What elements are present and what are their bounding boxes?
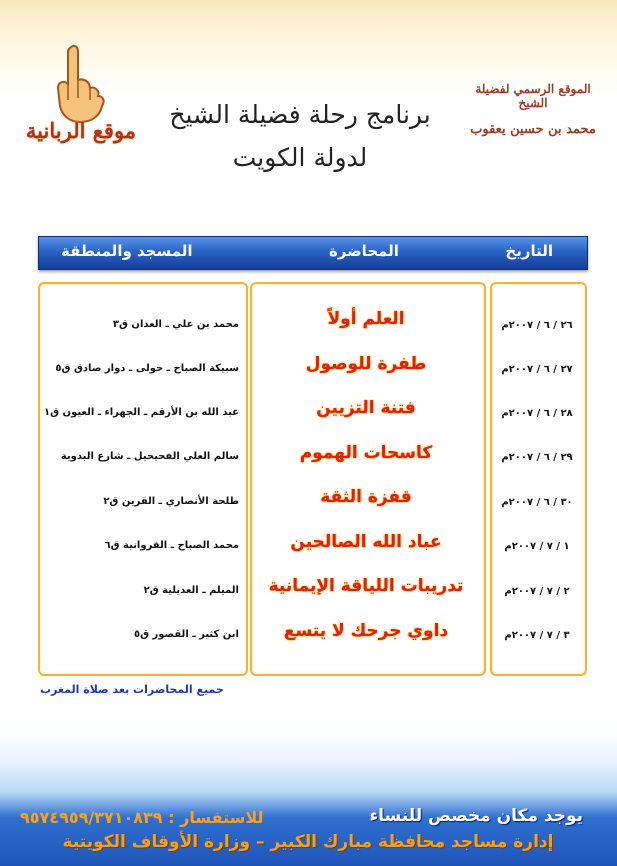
row-8-lecture: داوي جرحك لا يتسع	[283, 621, 449, 641]
row-5-date: ٣٠ / ٦ / ٢٠٠٧م	[501, 497, 573, 508]
row-1-mosque: محمد بن علي ـ العدان ق٣	[112, 319, 239, 330]
logo-left-text: موقع الربانية	[25, 118, 137, 143]
official-site-logo	[468, 78, 598, 168]
row-7-lecture: تدريبات اللياقة الإيمانية	[268, 576, 464, 596]
organizer-name: إدارة مساجد محافظة مبارك الكبير – وزارة الأوقاف الكويتية	[62, 832, 554, 852]
logo-right-line2: محمد بن حسين يعقوب	[470, 122, 596, 137]
row-3-mosque: عبد الله بن الأرقم ـ الجهراء ـ العيون ق١	[44, 407, 239, 418]
logo-right-line1: الموقع الرسمي لفضيلة الشيخ	[475, 82, 591, 110]
row-8-mosque: ابن كثير ـ القصور ق٥	[133, 629, 239, 640]
row-8-date: ٣ / ٧ / ٢٠٠٧م	[504, 630, 570, 641]
date-column-box	[490, 282, 587, 676]
mosque-column-box	[38, 282, 248, 676]
row-3-date: ٢٨ / ٦ / ٢٠٠٧م	[501, 408, 573, 419]
row-4-mosque: سالم العلي الفحيحيل ـ شارع البدوية	[60, 451, 239, 462]
header-date: التاريخ	[505, 242, 553, 260]
row-6-date: ١ / ٧ / ٢٠٠٧م	[504, 541, 570, 552]
row-3-lecture: فتنة التزيين	[316, 398, 416, 418]
row-5-lecture: قفزة الثقة	[320, 487, 412, 507]
page-title: برنامج رحلة فضيلة الشيخ	[169, 100, 431, 129]
page-subtitle: لدولة الكويت	[232, 143, 368, 172]
row-4-date: ٢٩ / ٦ / ٢٠٠٧م	[501, 452, 573, 463]
rabbaniya-logo	[12, 40, 152, 160]
lecture-column-box	[250, 282, 486, 676]
row-2-date: ٢٧ / ٦ / ٢٠٠٧م	[501, 364, 573, 375]
row-7-date: ٢ / ٧ / ٢٠٠٧م	[504, 586, 570, 597]
row-2-mosque: سبيكة الصباح ـ حولى ـ دوار صادق ق٥	[55, 363, 239, 374]
header-mosque: المسجد والمنطقة	[61, 242, 193, 260]
row-4-lecture: كاسحات الهموم	[299, 443, 433, 463]
timing-note: جميع المحاضرات بعد صلاة المغرب	[40, 683, 224, 696]
header-lecture: المحاضرة	[329, 242, 399, 260]
row-1-date: ٢٦ / ٦ / ٢٠٠٧م	[501, 320, 573, 331]
row-7-mosque: الميلم ـ العديلية ق٢	[143, 585, 239, 596]
women-section-note: يوجد مكان مخصص للنساء	[369, 806, 583, 826]
row-1-lecture: العلم أولاً	[327, 309, 405, 329]
inquiry-phone: للاستفسار : ٩٥٧٤٩٥٩/٣٧١٠٨٣٩	[20, 808, 264, 827]
table-header	[38, 236, 588, 270]
row-6-mosque: محمد الصباح ـ الفروانية ق٦	[104, 540, 239, 551]
row-6-lecture: عباد الله الصالحين	[290, 532, 442, 552]
row-2-lecture: طفرة للوصول	[305, 354, 427, 374]
row-5-mosque: طلحة الأنصاري ـ القرين ق٢	[103, 496, 239, 507]
